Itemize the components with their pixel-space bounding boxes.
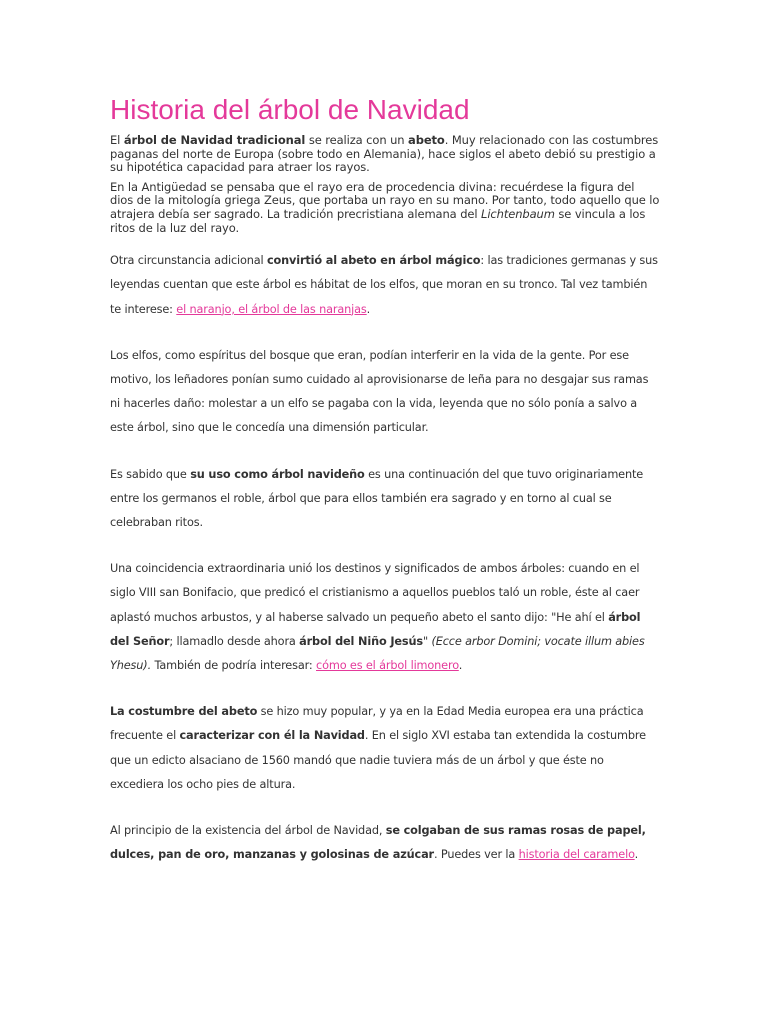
paragraph-4: Los elfos, como espíritus del bosque que eran, podían interferir en la vida de la gente. Por ese motivo, los leñadores ponían sumo cuidado al aprovisionarse de leña para no desgajar sus ramas ni hacerles daño: molestar a un elfo se pagaba con la vida, leyenda que no sólo ponía a salvo a este árbol, sino que le concedía una dimensión particular. — [110, 348, 649, 435]
paragraph-7: La costumbre del abeto se hizo muy popular, y ya en la Edad Media europea era una práctica frecuente el caracterizar con él la Navidad. En el siglo XVI estaba tan extendida la costumbre que un edicto alsaciano de 1560 mandó que nadie tuviera más de un árbol y que éste no excediera los ocho pies de altura. — [110, 705, 646, 791]
paragraph-2: En la Antigüedad se pensaba que el rayo era de procedencia divina: recuérdese la figura del dios de la mitología griega Zeus, que portaba un rayo en su mano. Por tanto, todo aquello que lo atrajera debía ser sagrado. La tradición precristiana alemana del Lichtenbaum se vincula a los ritos de la luz del rayo. — [110, 179, 660, 235]
page-title: Historia del árbol de Navidad — [110, 94, 470, 125]
paragraph-6: Una coincidencia extraordinaria unió los destinos y significados de ambos árboles: cuando en el siglo VIII san Bonifacio, que predicó el cristianismo a aquellos pueblos taló un roble, éste al caer aplastó muchos arbustos, y al haberse salvado un pequeño abeto el santo dijo: "He ahí el árbol del Señor; llamadlo desde ahora árbol del Niño Jesús" (Ecce arbor Domini; vocate illum abies Yhesu). También de podría interesar: cómo es el árbol limonero. — [110, 562, 645, 672]
article — [110, 94, 660, 889]
paragraph-3: Otra circunstancia adicional convirtió al abeto en árbol mágico: las tradiciones germanas y sus leyendas cuentan que este árbol es hábitat de los elfos, que moran en su tronco. Tal vez también te interese: el naranjo, el árbol de las naranjas. — [110, 254, 658, 316]
link-caramelo[interactable]: historia del caramelo — [518, 848, 635, 862]
paragraph-1: El árbol de Navidad tradicional se realiza con un abeto. Muy relacionado con las costumbres paganas del norte de Europa (sobre todo en Alemania), hace siglos el abeto debió su prestigio a su hipotética capacidad para atraer los rayos. — [110, 133, 659, 175]
paragraph-8: Al principio de la existencia del árbol de Navidad, se colgaban de sus ramas rosas de papel, dulces, pan de oro, manzanas y golosinas de azúcar. Puedes ver la historia del caramelo. — [110, 824, 646, 862]
link-naranjo[interactable]: el naranjo, el árbol de las naranjas — [176, 302, 367, 316]
link-limonero[interactable]: cómo es el árbol limonero — [316, 659, 459, 672]
paragraph-5: Es sabido que su uso como árbol navideño es una continuación del que tuvo originariamente entre los germanos el roble, árbol que para ellos también era sagrado y en torno al cual se celebraban ritos. — [110, 467, 644, 529]
